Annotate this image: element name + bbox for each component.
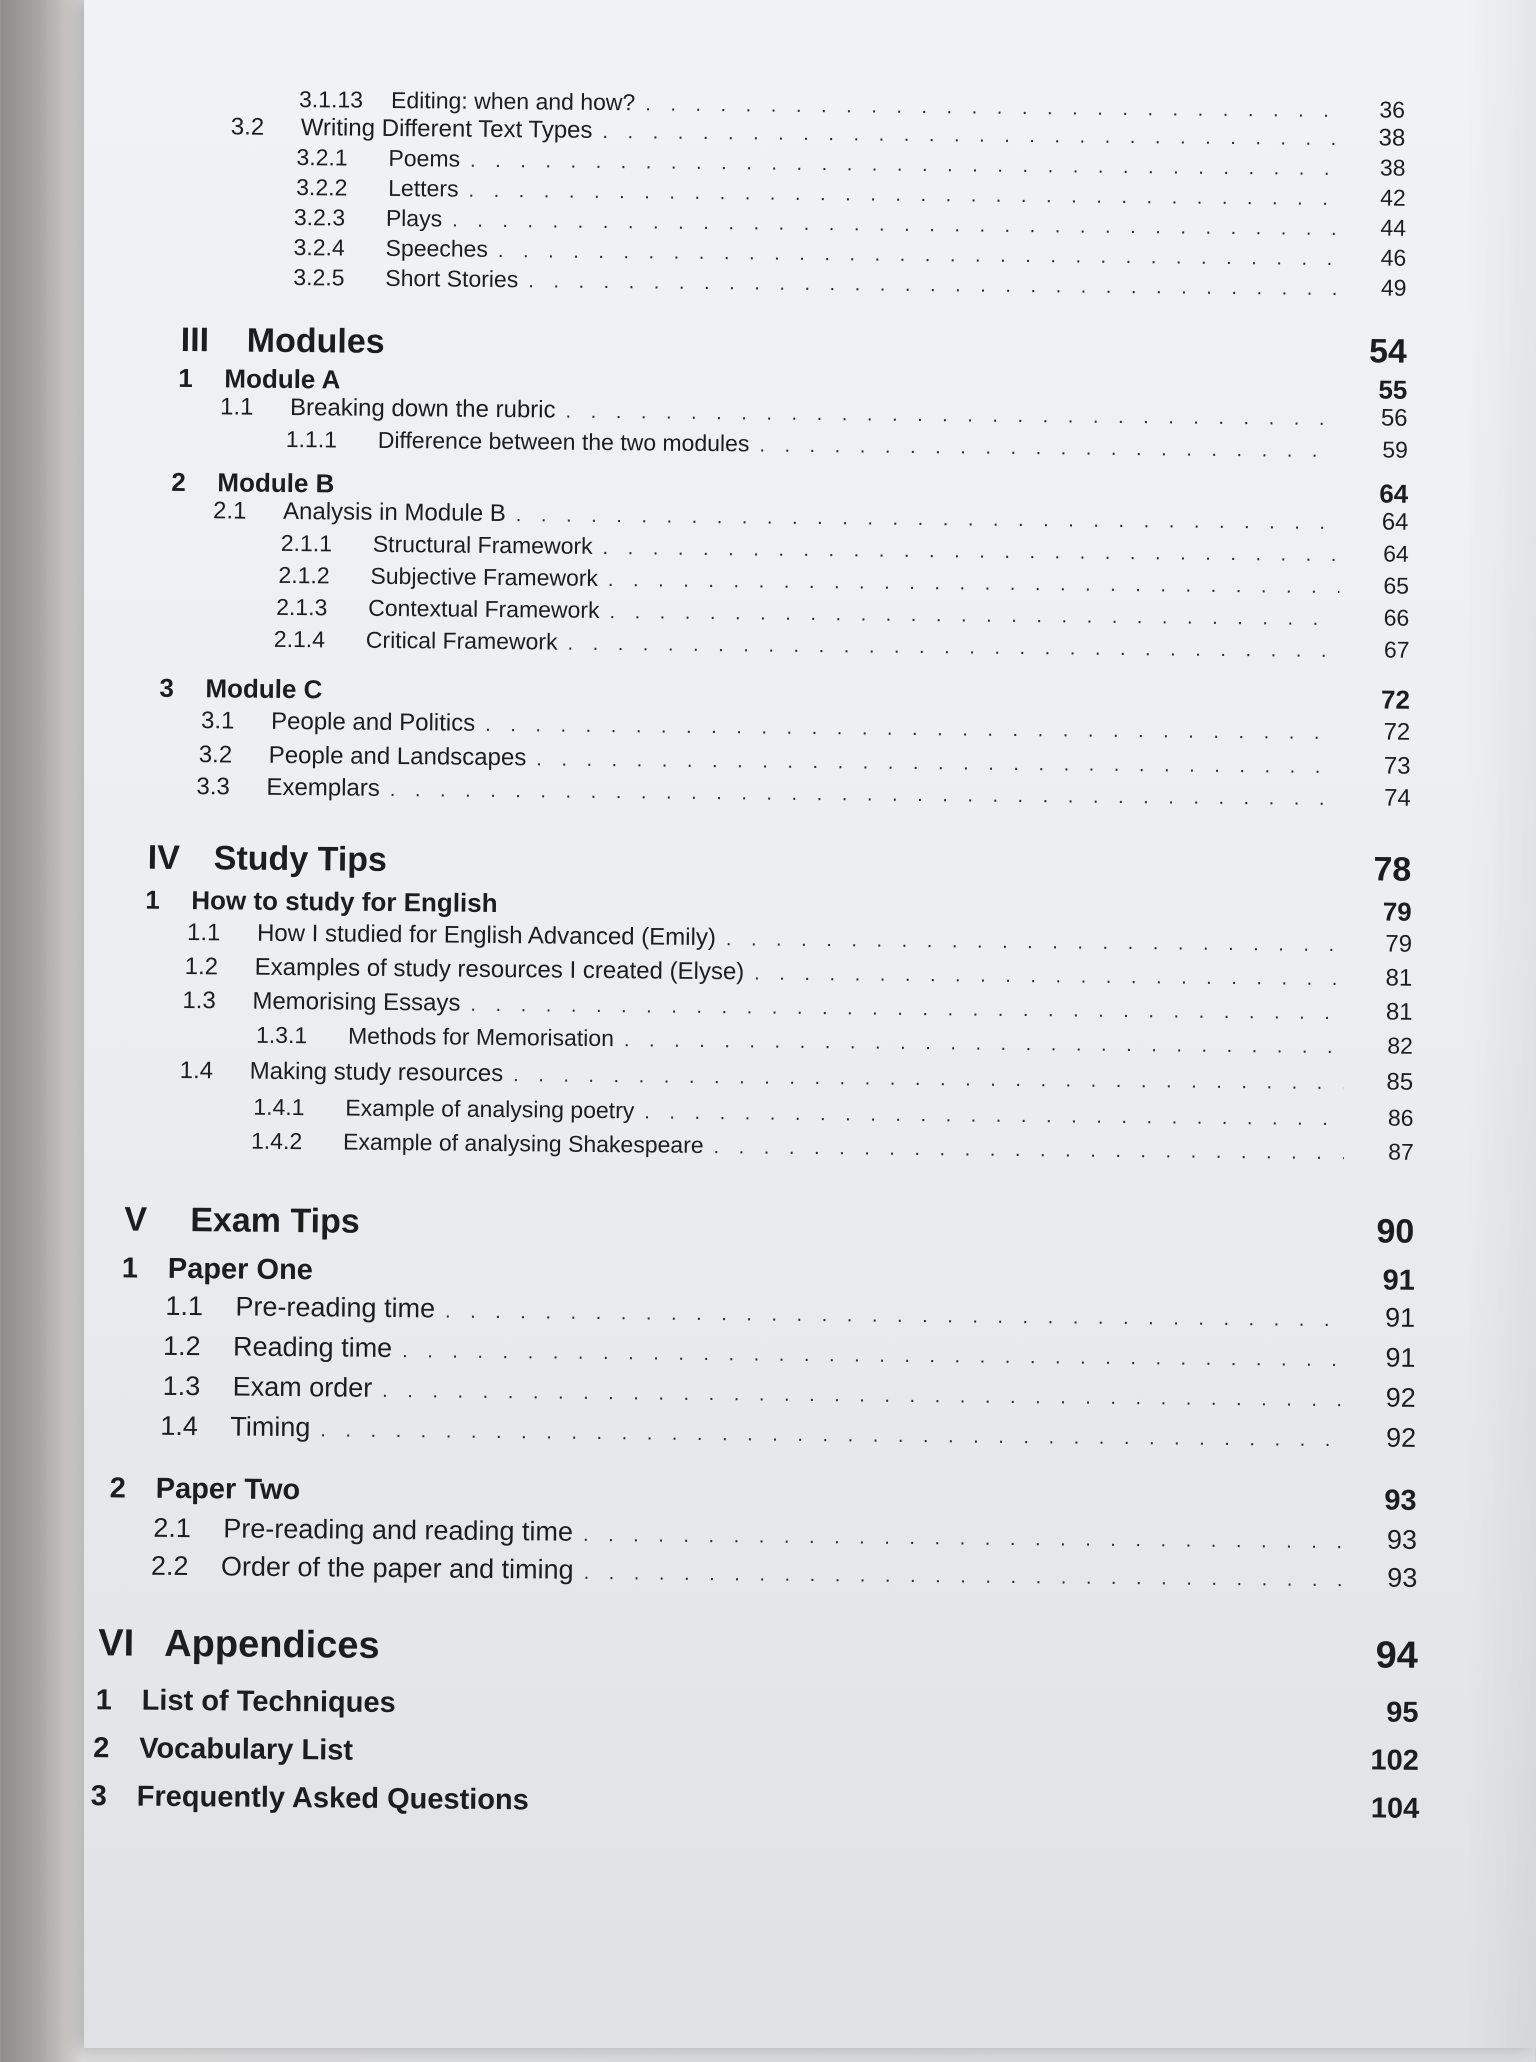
toc-entry-page: 44 (1380, 214, 1407, 241)
toc-entry-title: Paper Two (155, 1472, 301, 1507)
table-of-contents (64, 0, 1536, 2062)
toc-entry-number: 3.2.1 (296, 144, 348, 171)
toc-entry-title: Subjective Framework (370, 562, 599, 591)
toc-entry-page: 64 (1383, 540, 1409, 567)
spacer (353, 1760, 1359, 1770)
toc-entry-title: Letters (388, 174, 459, 202)
toc-entry-number: 3.2 (230, 113, 265, 141)
dot-leader (565, 401, 1337, 431)
toc-entry-title: Speeches (385, 234, 489, 262)
dot-leader (584, 1562, 1348, 1592)
toc-entry-page: 95 (1386, 1696, 1419, 1729)
spacer (379, 1658, 1357, 1667)
toc-entry-page: 81 (1385, 964, 1413, 992)
dot-leader (609, 601, 1339, 631)
spacer (360, 1233, 1355, 1243)
toc-entry-number: 3 (159, 672, 175, 703)
toc-entry-title: Writing Different Text Types (300, 114, 593, 144)
dot-leader (759, 435, 1338, 464)
spacer (387, 871, 1351, 880)
toc-entry-ch (110, 1472, 1417, 1519)
toc-entry-title: Examples of study resources I created (Elyse) (254, 953, 745, 986)
toc-entry-page: 86 (1387, 1104, 1414, 1131)
toc-entry-page: 93 (1387, 1562, 1418, 1593)
toc-entry-page: 72 (1380, 684, 1411, 715)
toc-entry-sec (165, 1291, 1415, 1337)
toc-entry-page: 92 (1385, 1422, 1417, 1453)
toc-entry-number: 1.4.2 (250, 1127, 303, 1155)
toc-entry-title: Module C (205, 673, 323, 705)
toc-entry-page: 102 (1370, 1744, 1419, 1777)
toc-entry-title: People and Landscapes (268, 741, 527, 772)
toc-entry-page: 82 (1387, 1032, 1414, 1059)
toc-entry-number: 2 (171, 466, 186, 497)
toc-entry-number: 2.1.4 (273, 625, 326, 653)
toc-entry-number: 1 (178, 362, 193, 394)
dot-leader (382, 1380, 1346, 1412)
toc-entry-number: IV (147, 838, 181, 877)
toc-entry-page: 64 (1379, 478, 1409, 509)
toc-entry-title: Reading time (232, 1331, 393, 1364)
toc-entry-sec (151, 1551, 1418, 1597)
toc-entry-title: Critical Framework (365, 626, 558, 655)
toc-entry-number: 1.3.1 (255, 1021, 308, 1049)
toc-entry-title: Difference between the two modules (377, 426, 750, 457)
toc-entry-title: Study Tips (213, 839, 388, 879)
book-page (84, 0, 1536, 2048)
toc-entry-number: 1.1.1 (285, 425, 338, 453)
toc-entry-page: 78 (1373, 850, 1412, 889)
toc-entry-title: Paper One (167, 1252, 314, 1287)
toc-entry-number: 1.2 (184, 953, 219, 981)
dot-leader (644, 1101, 1343, 1131)
toc-entry-page: 93 (1384, 1484, 1417, 1517)
dot-leader (445, 1301, 1345, 1333)
toc-entry-page: 72 (1383, 718, 1411, 746)
toc-entry-page: 91 (1384, 1302, 1416, 1333)
spacer (313, 1279, 1355, 1289)
toc-entry-title: Making study resources (249, 1057, 504, 1088)
toc-entry-page: 46 (1380, 244, 1407, 271)
toc-entry-number: 3.2.3 (293, 204, 346, 231)
toc-entry-title: Order of the paper and timing (220, 1551, 574, 1585)
toc-entry-page: 79 (1382, 896, 1412, 927)
toc-entry-number: 3.2.2 (296, 174, 348, 201)
toc-entry-title: Contextual Framework (368, 594, 600, 623)
toc-entry-page: 55 (1378, 374, 1408, 405)
toc-entry-title: Appendices (164, 1622, 380, 1667)
toc-entry-title: Plays (385, 204, 443, 232)
toc-entry-page: 79 (1385, 930, 1413, 958)
toc-entry-page: 65 (1383, 572, 1410, 599)
toc-entry-title: People and Politics (270, 707, 476, 737)
toc-entry-number: 3 (90, 1780, 108, 1813)
toc-entry-title: Exemplars (266, 773, 380, 802)
toc-entry-ch (96, 1684, 1419, 1731)
toc-entry-part (98, 1622, 1418, 1679)
toc-entry-page: 54 (1368, 332, 1408, 371)
toc-entry-title: Structural Framework (372, 530, 593, 559)
toc-entry-page: 59 (1382, 436, 1408, 463)
toc-entry-title: Timing (230, 1411, 311, 1443)
toc-entry-page: 104 (1370, 1792, 1420, 1825)
toc-entry-number: 2.1.2 (278, 561, 330, 589)
toc-entry-page: 92 (1385, 1382, 1416, 1413)
toc-entry-number: 1.1 (219, 393, 254, 421)
toc-entry-page: 42 (1380, 184, 1406, 211)
toc-entry-number: VI (98, 1622, 135, 1665)
toc-entry-title: Analysis in Module B (282, 497, 507, 528)
dot-leader (470, 994, 1342, 1025)
toc-entry-number: 1.3 (162, 1370, 201, 1402)
toc-entry-title: Short Stories (385, 264, 519, 293)
toc-entry-title: Memorising Essays (252, 987, 461, 1017)
toc-entry-page: 49 (1380, 274, 1407, 301)
dot-leader (390, 779, 1341, 811)
dot-leader (754, 962, 1342, 991)
toc-entry-sec (160, 1411, 1416, 1457)
toc-entry-page: 91 (1385, 1342, 1416, 1373)
toc-entry-number: 1.2 (162, 1330, 201, 1362)
dot-leader (608, 569, 1339, 599)
toc-entry-number: 1.4.1 (253, 1093, 305, 1121)
toc-entry-title: Breaking down the rubric (289, 393, 556, 424)
toc-entry-page: 67 (1383, 636, 1410, 663)
toc-entry-number: 2.2 (150, 1550, 189, 1582)
toc-entry-title: How I studied for English Advanced (Emily) (256, 919, 717, 952)
toc-entry-page: 85 (1386, 1068, 1414, 1096)
dot-leader (536, 748, 1340, 779)
toc-entry-title: Editing: when and how? (390, 86, 636, 116)
toc-entry-page: 74 (1383, 784, 1411, 812)
toc-entry-page: 38 (1379, 154, 1406, 181)
toc-entry-sec (163, 1331, 1416, 1377)
dot-leader (528, 270, 1336, 301)
toc-entry-title: Module A (224, 363, 341, 395)
toc-entry-number: 1.4 (179, 1056, 214, 1085)
toc-entry-number: 1.1 (165, 1290, 204, 1322)
toc-entry-number: 2.1.1 (280, 529, 333, 557)
dot-leader (583, 1524, 1347, 1554)
toc-entry-number: 3.2.5 (293, 264, 345, 291)
toc-entry-page: 36 (1379, 96, 1406, 123)
toc-entry-page: 66 (1383, 604, 1410, 631)
toc-entry-number: 2.1 (212, 497, 247, 525)
toc-entry-part (124, 1200, 1414, 1256)
toc-entry-number: 3.1 (200, 707, 235, 735)
toc-entry-title: Pre-reading and reading time (223, 1513, 574, 1547)
toc-entry-number: 1.1 (186, 919, 221, 947)
toc-entry-page: 56 (1380, 404, 1408, 432)
toc-entry-number: 2 (93, 1732, 110, 1765)
spacer (497, 912, 1351, 920)
toc-entry-number: 1.4 (160, 1410, 199, 1442)
spacer (322, 698, 1350, 708)
toc-entry-number: 3.1.13 (298, 86, 364, 113)
toc-entry-page: 81 (1385, 998, 1413, 1026)
toc-entry-sec (163, 1371, 1416, 1417)
toc-entry-number: 3.2.4 (293, 234, 345, 261)
spacer (300, 1499, 1356, 1509)
toc-entry-number: 1 (95, 1684, 112, 1717)
dot-leader (516, 504, 1339, 535)
toc-entry-ch (93, 1732, 1419, 1779)
toc-entry-title: Module B (217, 467, 335, 499)
dot-leader (402, 1340, 1346, 1372)
dot-leader (320, 1419, 1346, 1452)
toc-entry-page: 90 (1376, 1212, 1415, 1251)
toc-entry-number: 2 (109, 1472, 127, 1505)
toc-entry-title: Example of analysing Shakespeare (342, 1128, 704, 1158)
toc-entry-title: How to study for English (191, 885, 498, 919)
spacer (396, 1712, 1359, 1721)
toc-entry-number: 1 (145, 884, 160, 915)
toc-entry-number: III (180, 320, 210, 360)
dot-leader (726, 928, 1342, 957)
toc-entry-title: Exam Tips (190, 1201, 360, 1241)
toc-entry-page: 87 (1388, 1138, 1414, 1165)
toc-entry-page: 73 (1383, 752, 1411, 780)
spacer (529, 1809, 1359, 1817)
toc-entry-number: 1 (121, 1252, 139, 1285)
toc-entry-title: Frequently Asked Questions (136, 1780, 530, 1817)
toc-entry-title: Modules (246, 321, 385, 361)
toc-entry-title: Example of analysing poetry (345, 1094, 635, 1124)
dot-leader (567, 633, 1339, 663)
toc-entry-title: Methods for Memorisation (347, 1022, 615, 1052)
toc-entry-page: 94 (1375, 1634, 1419, 1677)
toc-entry-page: 93 (1386, 1524, 1418, 1555)
dot-leader (713, 1136, 1343, 1165)
spacer (385, 353, 1347, 362)
toc-entry-number: 3.3 (196, 773, 230, 801)
dot-leader (485, 714, 1340, 745)
toc-entry-number: 3.2 (198, 741, 233, 769)
toc-entry-title: Poems (388, 144, 461, 172)
toc-entry-number: 2.1.3 (276, 593, 328, 621)
toc-entry-title: Vocabulary List (139, 1732, 354, 1767)
dot-leader (513, 1064, 1343, 1095)
dot-leader (624, 1029, 1343, 1059)
toc-entry-ch (91, 1780, 1420, 1827)
toc-entry-number: 2.1 (153, 1512, 192, 1544)
toc-entry-title: Exam order (232, 1371, 373, 1403)
toc-entry-page: 91 (1382, 1264, 1415, 1297)
toc-entry-page: 38 (1378, 124, 1406, 152)
toc-entry-title: Pre-reading time (235, 1291, 436, 1324)
toc-entry-number: V (124, 1200, 148, 1239)
toc-entry-page: 64 (1381, 508, 1409, 536)
dot-leader (602, 537, 1338, 567)
toc-entry-title: List of Techniques (141, 1684, 396, 1720)
toc-entry-number: 1.3 (182, 986, 216, 1015)
dot-leader (602, 121, 1335, 151)
